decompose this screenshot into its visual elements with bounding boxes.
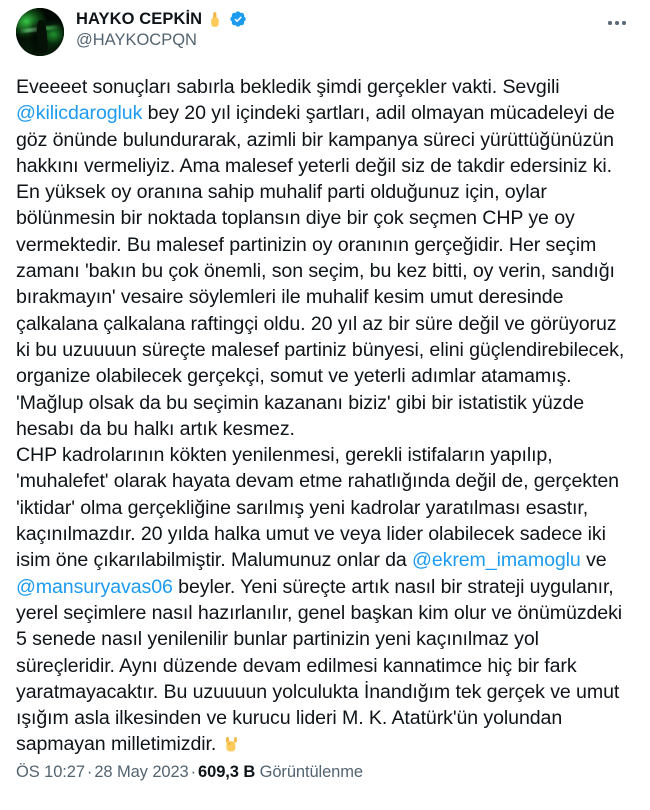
tweet-footer — [16, 762, 363, 782]
footer-separator-2: · — [190, 763, 197, 781]
body-segment-5: beyler. Yeni süreçte artık nasıl bir strateji uygulanır, yerel seçimlere nasıl hazırlanılır, genel başkan kim olur ve önümüzdeki 5 senede nasıl yenilenilir bunlar partinizin yeni kaçınılmaz yol süreçleridir. Aynı düzende devam edilmesi kannatimce hiç bir fark yaratmayacaktır. Bu uzuuuun yolculukta İnandığım tek gerçek ve umut ışığım asla ilkesinden ve kurucu lideri M. K. Atatürk'ün yolundan sapmayan milletimizdir. — [16, 575, 628, 756]
sign-of-the-horns-emoji — [222, 734, 241, 753]
mention-ekrem-imamoglu[interactable]: @ekrem_imamoglu — [412, 549, 581, 572]
views-count: 609,3 B — [198, 763, 256, 781]
author-handle[interactable]: @HAYKOCPQN — [76, 31, 197, 49]
body-segment-3: CHP kadrolarının kökten yenilenmesi, gerekli istifaların yapılıp, 'muhalefet' olarak hayata devam etme rahatlığında değil de, gerçekten 'iktidar' olma gerçekliğine sarılmış yeni kadrolar yaratılması esastır, kaçınılmazdır. 20 yılda halka umut ve veya lider olabilecek sadece iki isim öne çıkarılabilmiştir. Malumunuz onlar da — [16, 444, 625, 572]
body-segment-4: ve — [580, 549, 612, 572]
tweet-body — [16, 74, 634, 758]
more-dots — [608, 21, 625, 24]
display-name: HAYKO CEPKİN — [76, 10, 203, 28]
body-segment-2: bey 20 yıl içindeki şartları, adil olmayan mücadeleyi de göz önünde bulundurarak, azimli bir kampanya süreci yürüttüğünüzün hakkını vermeliyiz. Ama malesef yeterli değil siz de takdir edersiniz ki. En yüksek oy oranına sahip muhalif parti olduğunuz için, oylar bölünmesin bir noktada toplansın diye bir çok seçmen CHP ye oy vermektedir. Bu malesef partinizin oy oranının gerçeğidir. Her seçim zamanı 'bakın bu çok önemli, son seçim, bu kez bitti, oy verin, sandığı bırakmayın' vesaire söylemleri ile muhalif kesim umut deresinde çalkalana çalkalana raftingçi oldu. 20 yıl az bir süre değil ve görüyoruz ki bu uzuuuun süreçte malesef partiniz bünyesi, elini güçlendirebilecek, organize olabilecek gerçekçi, somut ve yeterli adımlar atamamış. 'Mağlup olsak da bu seçimin kazananı biziz' gibi bir istatistik yüzde hesabı da bu halkı artık kesmez. — [16, 102, 630, 440]
dot-2 — [615, 21, 618, 24]
more-options-icon[interactable] — [600, 6, 634, 40]
body-segment-1: Eveeeet sonuçları sabırla bekledik şimdi gerçekler vakti. Sevgili — [16, 76, 565, 98]
mention-kilicdarogluk[interactable]: @kilicdarogluk — [16, 102, 143, 125]
index-pointing-up-emoji — [207, 11, 224, 28]
avatar[interactable] — [16, 8, 64, 56]
mention-mansuryavas06[interactable]: @mansuryavas06 — [16, 575, 173, 598]
views-label: Görüntülenme — [259, 763, 363, 781]
display-name-row — [76, 9, 600, 29]
tweet-header — [16, 8, 634, 60]
dot-1 — [608, 21, 611, 24]
post-date: 28 May 2023 — [94, 763, 189, 781]
post-time: ÖS 10:27 — [16, 763, 85, 781]
author-names — [76, 8, 600, 51]
dot-3 — [622, 21, 625, 24]
verified-badge-icon — [229, 10, 247, 28]
footer-separator-1: · — [86, 763, 93, 781]
